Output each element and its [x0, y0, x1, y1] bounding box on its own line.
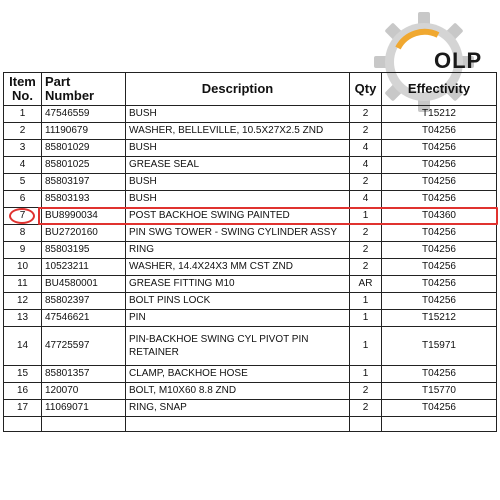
- effectivity-cell: T15212: [382, 106, 497, 123]
- table-row: [4, 400, 497, 417]
- table-row: [4, 225, 497, 242]
- part-number-cell: 47725597: [42, 327, 126, 366]
- table-header-row: [4, 73, 497, 106]
- table-row: [4, 259, 497, 276]
- part-number-cell: 85803197: [42, 174, 126, 191]
- qty-cell: 2: [350, 259, 382, 276]
- table-row: [4, 208, 497, 225]
- description-cell: CLAMP, BACKHOE HOSE: [126, 366, 350, 383]
- qty-cell: 1: [350, 327, 382, 366]
- header-effectivity: Effectivity: [382, 73, 497, 106]
- qty-cell: 2: [350, 242, 382, 259]
- description-cell: WASHER, BELLEVILLE, 10.5X27X2.5 ZND: [126, 123, 350, 140]
- table-row: [4, 366, 497, 383]
- part-number-cell: 47546621: [42, 310, 126, 327]
- part-number-cell: 85803193: [42, 191, 126, 208]
- effectivity-cell: T15971: [382, 327, 497, 366]
- qty-cell: 1: [350, 366, 382, 383]
- effectivity-cell: T04256: [382, 400, 497, 417]
- item-number-cell: 3: [4, 140, 42, 157]
- table-row: [4, 242, 497, 259]
- empty-row: [4, 417, 497, 432]
- item-number-cell: 5: [4, 174, 42, 191]
- part-number-cell: 85801357: [42, 366, 126, 383]
- description-cell: RING: [126, 242, 350, 259]
- part-number-cell: 11190679: [42, 123, 126, 140]
- table-row: [4, 310, 497, 327]
- description-cell: BUSH: [126, 106, 350, 123]
- item-number-cell: 9: [4, 242, 42, 259]
- part-number-cell: 85801029: [42, 140, 126, 157]
- item-number-cell: 16: [4, 383, 42, 400]
- effectivity-cell: T04360: [382, 208, 497, 225]
- item-number-cell: 15: [4, 366, 42, 383]
- qty-cell: 2: [350, 106, 382, 123]
- logo-text: OLP: [434, 48, 483, 73]
- qty-cell: 1: [350, 208, 382, 225]
- parts-table: [3, 72, 497, 432]
- header-item-no: Item No.: [4, 73, 42, 106]
- effectivity-cell: T04256: [382, 276, 497, 293]
- part-number-cell: 10523211: [42, 259, 126, 276]
- qty-cell: AR: [350, 276, 382, 293]
- effectivity-cell: T04256: [382, 259, 497, 276]
- item-number-cell: 12: [4, 293, 42, 310]
- qty-cell: 2: [350, 383, 382, 400]
- header-description: Description: [126, 73, 350, 106]
- item-number-cell: 6: [4, 191, 42, 208]
- header-part-number: Part Number: [42, 73, 126, 106]
- part-number-cell: 85802397: [42, 293, 126, 310]
- effectivity-cell: T04256: [382, 242, 497, 259]
- qty-cell: 2: [350, 123, 382, 140]
- table-row: [4, 191, 497, 208]
- qty-cell: 2: [350, 225, 382, 242]
- qty-cell: 4: [350, 191, 382, 208]
- item-number-cell: 8: [4, 225, 42, 242]
- description-cell: BUSH: [126, 140, 350, 157]
- description-cell: PIN SWG TOWER - SWING CYLINDER ASSY: [126, 225, 350, 242]
- qty-cell: 1: [350, 293, 382, 310]
- effectivity-cell: T15770: [382, 383, 497, 400]
- part-number-cell: BU4580001: [42, 276, 126, 293]
- part-number-cell: BU2720160: [42, 225, 126, 242]
- qty-cell: 1: [350, 310, 382, 327]
- qty-cell: 2: [350, 174, 382, 191]
- description-cell: RING, SNAP: [126, 400, 350, 417]
- table-row: [4, 293, 497, 310]
- effectivity-cell: T04256: [382, 191, 497, 208]
- table-row: [4, 327, 497, 366]
- effectivity-cell: T04256: [382, 366, 497, 383]
- header-qty: Qty: [350, 73, 382, 106]
- description-cell: WASHER, 14.4X24X3 MM CST ZND: [126, 259, 350, 276]
- qty-cell: 2: [350, 400, 382, 417]
- description-cell: BUSH: [126, 191, 350, 208]
- item-number-cell: 7: [4, 208, 42, 225]
- item-number-cell: 11: [4, 276, 42, 293]
- table-row: [4, 123, 497, 140]
- item-number-cell: 14: [4, 327, 42, 366]
- item-number-cell: 10: [4, 259, 42, 276]
- item-number-cell: 13: [4, 310, 42, 327]
- table-row: [4, 157, 497, 174]
- part-number-cell: 85801025: [42, 157, 126, 174]
- item-number-cell: 4: [4, 157, 42, 174]
- effectivity-cell: T04256: [382, 293, 497, 310]
- effectivity-cell: T04256: [382, 157, 497, 174]
- part-number-cell: 120070: [42, 383, 126, 400]
- part-number-cell: BU8990034: [42, 208, 126, 225]
- qty-cell: 4: [350, 157, 382, 174]
- table-row: [4, 106, 497, 123]
- effectivity-cell: T15212: [382, 310, 497, 327]
- part-number-cell: 11069071: [42, 400, 126, 417]
- effectivity-cell: T04256: [382, 140, 497, 157]
- part-number-cell: 47546559: [42, 106, 126, 123]
- description-cell: PIN: [126, 310, 350, 327]
- description-cell: GREASE SEAL: [126, 157, 350, 174]
- description-cell: BOLT PINS LOCK: [126, 293, 350, 310]
- description-cell: BUSH: [126, 174, 350, 191]
- table-row: [4, 140, 497, 157]
- description-cell: BOLT, M10X60 8.8 ZND: [126, 383, 350, 400]
- item-number-cell: 17: [4, 400, 42, 417]
- description-cell: GREASE FITTING M10: [126, 276, 350, 293]
- effectivity-cell: T04256: [382, 123, 497, 140]
- description-cell: PIN-BACKHOE SWING CYL PIVOT PIN RETAINER: [126, 327, 350, 366]
- item-number-cell: 1: [4, 106, 42, 123]
- effectivity-cell: T04256: [382, 225, 497, 242]
- description-cell: POST BACKHOE SWING PAINTED: [126, 208, 350, 225]
- effectivity-cell: T04256: [382, 174, 497, 191]
- item-number-cell: 2: [4, 123, 42, 140]
- table-row: [4, 174, 497, 191]
- part-number-cell: 85803195: [42, 242, 126, 259]
- table-row: [4, 383, 497, 400]
- table-row: [4, 276, 497, 293]
- qty-cell: 4: [350, 140, 382, 157]
